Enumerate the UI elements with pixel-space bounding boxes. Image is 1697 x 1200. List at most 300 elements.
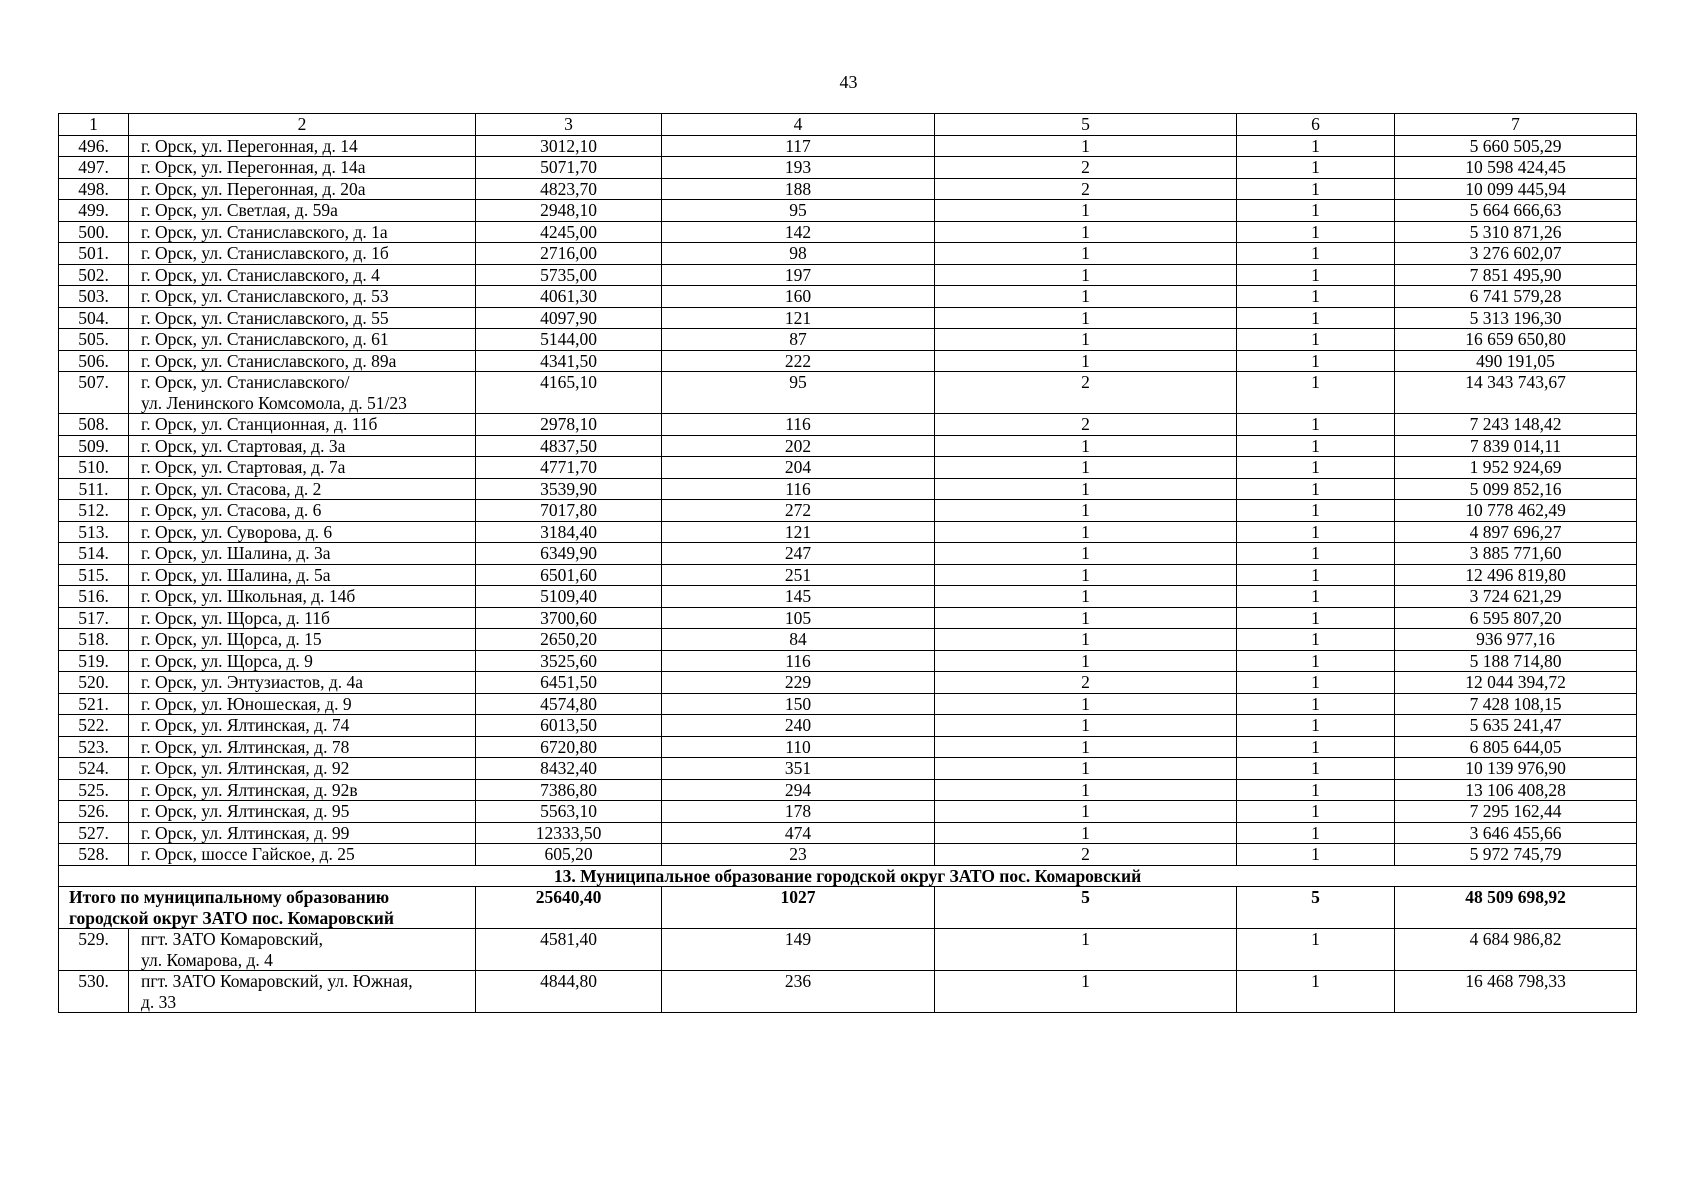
count-cell: 1 <box>935 350 1237 372</box>
cost-cell: 490 191,05 <box>1395 350 1637 372</box>
row-number: 519. <box>59 650 129 672</box>
count-cell: 1 <box>935 586 1237 608</box>
total-residents: 1027 <box>662 887 935 929</box>
area-cell: 5071,70 <box>476 157 662 179</box>
row-number: 508. <box>59 414 129 436</box>
count-cell: 1 <box>935 779 1237 801</box>
table-row <box>59 200 1637 222</box>
total-row <box>59 887 1637 929</box>
page-number: 43 <box>839 72 858 92</box>
section-title: 13. Муниципальное образование городской округ ЗАТО пос. Комаровский <box>59 865 1637 887</box>
cost-cell: 6 595 807,20 <box>1395 607 1637 629</box>
area-cell: 6349,90 <box>476 543 662 565</box>
row-number: 530. <box>59 971 129 1013</box>
count-cell: 1 <box>1237 971 1395 1013</box>
address-cell <box>129 929 476 971</box>
residents-cell: 121 <box>662 521 935 543</box>
area-cell: 6720,80 <box>476 736 662 758</box>
row-number: 516. <box>59 586 129 608</box>
total-label-line: Итого по муниципальному образованию <box>69 887 390 907</box>
area-cell: 7386,80 <box>476 779 662 801</box>
table-row <box>59 715 1637 737</box>
address-cell <box>129 672 476 694</box>
count-cell: 1 <box>1237 200 1395 222</box>
table-row <box>59 629 1637 651</box>
cost-cell: 16 659 650,80 <box>1395 329 1637 351</box>
area-cell: 605,20 <box>476 844 662 866</box>
table-row <box>59 435 1637 457</box>
row-number: 503. <box>59 286 129 308</box>
count-cell: 1 <box>935 693 1237 715</box>
address-cell <box>129 844 476 866</box>
cost-cell: 5 972 745,79 <box>1395 844 1637 866</box>
count-cell: 1 <box>935 543 1237 565</box>
address-line: г. Орск, ул. Ялтинская, д. 74 <box>141 715 350 735</box>
cost-cell: 10 099 445,94 <box>1395 178 1637 200</box>
residents-cell: 95 <box>662 200 935 222</box>
address-cell <box>129 715 476 737</box>
cost-cell: 5 664 666,63 <box>1395 200 1637 222</box>
row-number: 518. <box>59 629 129 651</box>
area-cell: 5144,00 <box>476 329 662 351</box>
count-cell: 2 <box>935 372 1237 414</box>
address-line: г. Орск, ул. Школьная, д. 14б <box>141 586 356 606</box>
address-cell <box>129 521 476 543</box>
count-cell: 1 <box>935 457 1237 479</box>
address-line: г. Орск, ул. Стасова, д. 6 <box>141 500 322 520</box>
count-cell: 1 <box>1237 178 1395 200</box>
address-cell <box>129 200 476 222</box>
address-cell <box>129 264 476 286</box>
count-cell: 1 <box>935 715 1237 737</box>
address-line: г. Орск, ул. Стасова, д. 2 <box>141 478 322 499</box>
address-line: г. Орск, ул. Ялтинская, д. 95 <box>141 801 350 821</box>
table-body <box>59 114 1637 1013</box>
count-cell: 1 <box>935 801 1237 823</box>
area-cell: 2650,20 <box>476 629 662 651</box>
address-line: ул. Ленинского Комсомола, д. 51/23 <box>141 392 407 413</box>
residents-cell: 145 <box>662 586 935 608</box>
address-cell <box>129 414 476 436</box>
total-area: 25640,40 <box>476 887 662 929</box>
residents-cell: 247 <box>662 543 935 565</box>
area-cell: 3700,60 <box>476 607 662 629</box>
column-header: 2 <box>129 114 476 136</box>
row-number: 496. <box>59 135 129 157</box>
count-cell: 2 <box>935 178 1237 200</box>
area-cell: 4165,10 <box>476 372 662 414</box>
column-header: 1 <box>59 114 129 136</box>
area-cell: 6501,60 <box>476 564 662 586</box>
address-cell <box>129 607 476 629</box>
area-cell: 8432,40 <box>476 758 662 780</box>
residents-cell: 110 <box>662 736 935 758</box>
cost-cell: 6 805 644,05 <box>1395 736 1637 758</box>
row-number: 511. <box>59 478 129 500</box>
register-table <box>58 113 1637 1013</box>
count-cell: 1 <box>935 307 1237 329</box>
cost-cell: 10 598 424,45 <box>1395 157 1637 179</box>
table-row <box>59 801 1637 823</box>
row-number: 512. <box>59 500 129 522</box>
table-row <box>59 286 1637 308</box>
count-cell: 2 <box>935 844 1237 866</box>
row-number: 513. <box>59 521 129 543</box>
cost-cell: 5 099 852,16 <box>1395 478 1637 500</box>
residents-cell: 197 <box>662 264 935 286</box>
row-number: 527. <box>59 822 129 844</box>
row-number: 504. <box>59 307 129 329</box>
area-cell: 2716,00 <box>476 243 662 265</box>
address-line: пгт. ЗАТО Комаровский, <box>141 929 323 949</box>
count-cell: 1 <box>1237 264 1395 286</box>
cost-cell: 13 106 408,28 <box>1395 779 1637 801</box>
cost-cell: 14 343 743,67 <box>1395 372 1637 414</box>
area-cell: 3539,90 <box>476 478 662 500</box>
address-line: г. Орск, ул. Станиславского, д. 1б <box>141 243 389 263</box>
count-cell: 1 <box>935 736 1237 758</box>
address-cell <box>129 758 476 780</box>
address-line: г. Орск, ул. Станиславского, д. 1а <box>141 221 388 242</box>
count-cell: 1 <box>935 243 1237 265</box>
count-cell: 1 <box>1237 693 1395 715</box>
residents-cell: 121 <box>662 307 935 329</box>
row-number: 515. <box>59 564 129 586</box>
count-cell: 1 <box>1237 286 1395 308</box>
count-cell: 1 <box>1237 629 1395 651</box>
address-cell <box>129 286 476 308</box>
area-cell: 4061,30 <box>476 286 662 308</box>
cost-cell: 7 851 495,90 <box>1395 264 1637 286</box>
address-line: г. Орск, ул. Щорса, д. 11б <box>141 607 330 628</box>
count-cell: 1 <box>935 478 1237 500</box>
count-cell: 1 <box>1237 435 1395 457</box>
count-cell: 1 <box>935 629 1237 651</box>
residents-cell: 95 <box>662 372 935 414</box>
area-cell: 6013,50 <box>476 715 662 737</box>
cost-cell: 16 468 798,33 <box>1395 971 1637 1013</box>
count-cell: 1 <box>1237 586 1395 608</box>
address-cell <box>129 801 476 823</box>
table-row <box>59 543 1637 565</box>
residents-cell: 351 <box>662 758 935 780</box>
table-row <box>59 779 1637 801</box>
table-row <box>59 586 1637 608</box>
address-line: г. Орск, ул. Станиславского, д. 89а <box>141 350 397 371</box>
count-cell: 1 <box>1237 350 1395 372</box>
row-number: 506. <box>59 350 129 372</box>
cost-cell: 5 660 505,29 <box>1395 135 1637 157</box>
count-cell: 1 <box>1237 157 1395 179</box>
address-cell <box>129 221 476 243</box>
table-row <box>59 221 1637 243</box>
count-cell: 2 <box>935 672 1237 694</box>
address-line: г. Орск, ул. Энтузиастов, д. 4а <box>141 672 364 692</box>
address-line: пгт. ЗАТО Комаровский, ул. Южная, <box>141 971 413 991</box>
table-row <box>59 178 1637 200</box>
cost-cell: 6 741 579,28 <box>1395 286 1637 308</box>
residents-cell: 84 <box>662 629 935 651</box>
area-cell: 4581,40 <box>476 929 662 971</box>
residents-cell: 105 <box>662 607 935 629</box>
table-row <box>59 650 1637 672</box>
address-line: г. Орск, ул. Щорса, д. 9 <box>141 650 313 671</box>
count-cell: 1 <box>1237 822 1395 844</box>
count-cell: 1 <box>1237 221 1395 243</box>
address-line: г. Орск, ул. Перегонная, д. 20а <box>141 178 366 199</box>
area-cell: 5735,00 <box>476 264 662 286</box>
count-cell: 1 <box>1237 135 1395 157</box>
address-line: г. Орск, ул. Станиславского/ <box>141 372 350 392</box>
address-cell <box>129 693 476 715</box>
count-cell: 1 <box>1237 801 1395 823</box>
table-row <box>59 672 1637 694</box>
count-cell: 1 <box>1237 779 1395 801</box>
row-number: 499. <box>59 200 129 222</box>
cost-cell: 4 897 696,27 <box>1395 521 1637 543</box>
address-cell <box>129 822 476 844</box>
residents-cell: 98 <box>662 243 935 265</box>
address-line: г. Орск, ул. Стартовая, д. 7а <box>141 457 346 477</box>
address-cell <box>129 736 476 758</box>
area-cell: 4097,90 <box>476 307 662 329</box>
address-cell <box>129 307 476 329</box>
count-cell: 1 <box>1237 672 1395 694</box>
table-row <box>59 971 1637 1013</box>
residents-cell: 23 <box>662 844 935 866</box>
residents-cell: 474 <box>662 822 935 844</box>
table-row <box>59 478 1637 500</box>
count-cell: 1 <box>935 221 1237 243</box>
area-cell: 4837,50 <box>476 435 662 457</box>
residents-cell: 236 <box>662 971 935 1013</box>
address-line: г. Орск, ул. Ялтинская, д. 99 <box>141 822 350 843</box>
address-cell <box>129 650 476 672</box>
address-cell <box>129 243 476 265</box>
count-cell: 1 <box>1237 329 1395 351</box>
residents-cell: 188 <box>662 178 935 200</box>
address-line: г. Орск, ул. Станиславского, д. 55 <box>141 307 389 328</box>
address-cell <box>129 329 476 351</box>
area-cell: 4341,50 <box>476 350 662 372</box>
row-number: 528. <box>59 844 129 866</box>
address-line: г. Орск, ул. Станиславского, д. 4 <box>141 264 380 285</box>
column-header: 5 <box>935 114 1237 136</box>
cost-cell: 4 684 986,82 <box>1395 929 1637 971</box>
cost-cell: 5 313 196,30 <box>1395 307 1637 329</box>
address-line: г. Орск, ул. Стартовая, д. 3а <box>141 435 346 456</box>
count-cell: 1 <box>1237 736 1395 758</box>
cost-cell: 5 310 871,26 <box>1395 221 1637 243</box>
residents-cell: 117 <box>662 135 935 157</box>
total-label-line: городской округ ЗАТО пос. Комаровский <box>69 907 394 928</box>
address-cell <box>129 586 476 608</box>
row-number: 505. <box>59 329 129 351</box>
cost-cell: 12 496 819,80 <box>1395 564 1637 586</box>
address-cell <box>129 372 476 414</box>
total-count: 5 <box>935 887 1237 929</box>
area-cell: 4823,70 <box>476 178 662 200</box>
count-cell: 1 <box>1237 543 1395 565</box>
cost-cell: 7 243 148,42 <box>1395 414 1637 436</box>
column-header: 3 <box>476 114 662 136</box>
cost-cell: 10 778 462,49 <box>1395 500 1637 522</box>
cost-cell: 10 139 976,90 <box>1395 758 1637 780</box>
address-cell <box>129 779 476 801</box>
address-cell <box>129 350 476 372</box>
count-cell: 1 <box>935 435 1237 457</box>
row-number: 498. <box>59 178 129 200</box>
section-row <box>59 865 1637 887</box>
area-cell: 2948,10 <box>476 200 662 222</box>
total-label <box>59 887 476 929</box>
address-line: г. Орск, ул. Станционная, д. 11б <box>141 414 378 434</box>
row-number: 525. <box>59 779 129 801</box>
address-line: г. Орск, ул. Щорса, д. 15 <box>141 629 322 649</box>
count-cell: 1 <box>935 521 1237 543</box>
row-number: 500. <box>59 221 129 243</box>
count-cell: 1 <box>1237 607 1395 629</box>
table-row <box>59 500 1637 522</box>
count-cell: 1 <box>935 822 1237 844</box>
residents-cell: 178 <box>662 801 935 823</box>
residents-cell: 142 <box>662 221 935 243</box>
cost-cell: 12 044 394,72 <box>1395 672 1637 694</box>
count-cell: 1 <box>935 500 1237 522</box>
table-row <box>59 929 1637 971</box>
area-cell: 4771,70 <box>476 457 662 479</box>
area-cell: 4245,00 <box>476 221 662 243</box>
count-cell: 1 <box>1237 457 1395 479</box>
address-cell <box>129 435 476 457</box>
address-line: г. Орск, ул. Ялтинская, д. 92в <box>141 779 358 800</box>
cost-cell: 1 952 924,69 <box>1395 457 1637 479</box>
table-row <box>59 457 1637 479</box>
row-number: 509. <box>59 435 129 457</box>
row-number: 520. <box>59 672 129 694</box>
table-row <box>59 414 1637 436</box>
area-cell: 5109,40 <box>476 586 662 608</box>
total-count: 5 <box>1237 887 1395 929</box>
address-cell <box>129 478 476 500</box>
address-cell <box>129 135 476 157</box>
column-header: 6 <box>1237 114 1395 136</box>
row-number: 522. <box>59 715 129 737</box>
address-line: д. 33 <box>141 991 177 1012</box>
count-cell: 1 <box>935 971 1237 1013</box>
table-row <box>59 844 1637 866</box>
residents-cell: 251 <box>662 564 935 586</box>
residents-cell: 116 <box>662 650 935 672</box>
row-number: 514. <box>59 543 129 565</box>
address-line: г. Орск, ул. Перегонная, д. 14 <box>141 135 358 156</box>
row-number: 497. <box>59 157 129 179</box>
residents-cell: 229 <box>662 672 935 694</box>
residents-cell: 193 <box>662 157 935 179</box>
total-cost: 48 509 698,92 <box>1395 887 1637 929</box>
residents-cell: 240 <box>662 715 935 737</box>
area-cell: 3525,60 <box>476 650 662 672</box>
address-line: г. Орск, ул. Перегонная, д. 14а <box>141 157 366 177</box>
residents-cell: 204 <box>662 457 935 479</box>
area-cell: 4844,80 <box>476 971 662 1013</box>
table-row <box>59 693 1637 715</box>
area-cell: 6451,50 <box>476 672 662 694</box>
address-line: г. Орск, ул. Ялтинская, д. 92 <box>141 758 350 778</box>
cost-cell: 3 724 621,29 <box>1395 586 1637 608</box>
count-cell: 1 <box>1237 478 1395 500</box>
table-row <box>59 372 1637 414</box>
count-cell: 2 <box>935 414 1237 436</box>
cost-cell: 7 295 162,44 <box>1395 801 1637 823</box>
row-number: 521. <box>59 693 129 715</box>
row-number: 529. <box>59 929 129 971</box>
count-cell: 1 <box>1237 844 1395 866</box>
count-cell: 1 <box>935 758 1237 780</box>
residents-cell: 150 <box>662 693 935 715</box>
address-line: ул. Комарова, д. 4 <box>141 949 273 970</box>
cost-cell: 5 635 241,47 <box>1395 715 1637 737</box>
count-cell: 1 <box>1237 307 1395 329</box>
table-row <box>59 521 1637 543</box>
cost-cell: 936 977,16 <box>1395 629 1637 651</box>
residents-cell: 272 <box>662 500 935 522</box>
residents-cell: 222 <box>662 350 935 372</box>
table-row <box>59 329 1637 351</box>
table-row <box>59 157 1637 179</box>
row-number: 510. <box>59 457 129 479</box>
area-cell: 2978,10 <box>476 414 662 436</box>
table-row <box>59 135 1637 157</box>
address-line: г. Орск, ул. Суворова, д. 6 <box>141 521 333 542</box>
count-cell: 1 <box>935 286 1237 308</box>
address-line: г. Орск, ул. Светлая, д. 59а <box>141 200 338 220</box>
area-cell: 3012,10 <box>476 135 662 157</box>
cost-cell: 3 646 455,66 <box>1395 822 1637 844</box>
column-header: 7 <box>1395 114 1637 136</box>
address-cell <box>129 971 476 1013</box>
count-cell: 1 <box>935 135 1237 157</box>
residents-cell: 160 <box>662 286 935 308</box>
count-cell: 1 <box>1237 715 1395 737</box>
residents-cell: 87 <box>662 329 935 351</box>
count-cell: 1 <box>1237 500 1395 522</box>
address-cell <box>129 457 476 479</box>
count-cell: 2 <box>935 157 1237 179</box>
table-row <box>59 264 1637 286</box>
cost-cell: 7 428 108,15 <box>1395 693 1637 715</box>
area-cell: 3184,40 <box>476 521 662 543</box>
count-cell: 1 <box>1237 650 1395 672</box>
address-line: г. Орск, ул. Юношеская, д. 9 <box>141 693 352 714</box>
area-cell: 4574,80 <box>476 693 662 715</box>
row-number: 502. <box>59 264 129 286</box>
count-cell: 1 <box>1237 372 1395 414</box>
count-cell: 1 <box>1237 414 1395 436</box>
table-row <box>59 736 1637 758</box>
count-cell: 1 <box>1237 564 1395 586</box>
cost-cell: 3 276 602,07 <box>1395 243 1637 265</box>
residents-cell: 116 <box>662 478 935 500</box>
table-row <box>59 822 1637 844</box>
count-cell: 1 <box>935 607 1237 629</box>
count-cell: 1 <box>935 264 1237 286</box>
row-number: 507. <box>59 372 129 414</box>
address-cell <box>129 157 476 179</box>
count-cell: 1 <box>935 329 1237 351</box>
row-number: 524. <box>59 758 129 780</box>
column-header-row <box>59 114 1637 136</box>
